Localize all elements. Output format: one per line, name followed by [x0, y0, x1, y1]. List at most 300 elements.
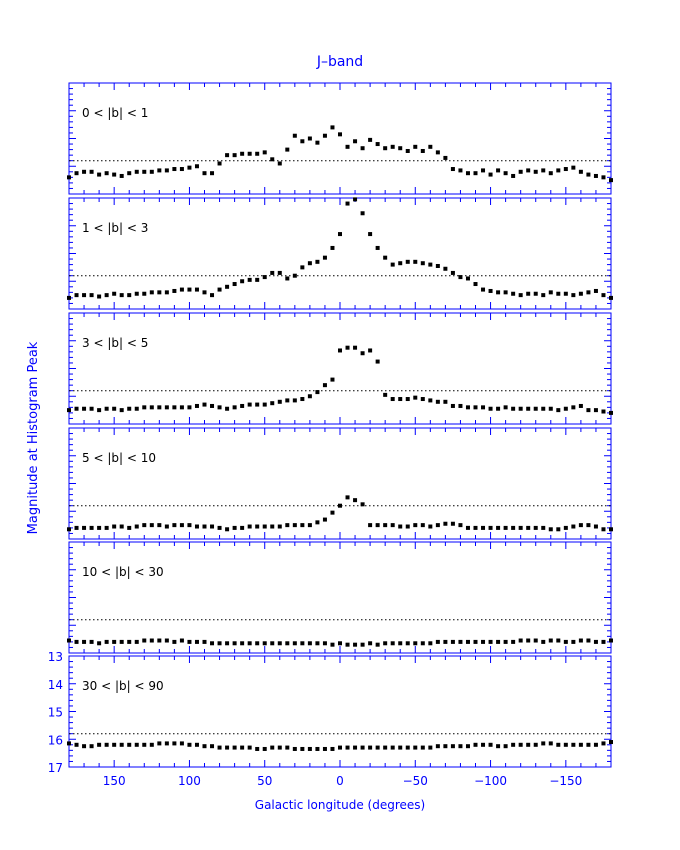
data-point	[383, 641, 387, 645]
data-point	[315, 141, 319, 145]
y-tick-label: 16	[47, 733, 63, 748]
data-point	[564, 743, 568, 747]
data-point	[218, 161, 222, 165]
data-point	[97, 408, 101, 412]
data-point	[421, 149, 425, 153]
data-point	[609, 296, 613, 300]
data-point	[413, 260, 417, 264]
data-point	[218, 526, 222, 530]
data-point	[353, 346, 357, 350]
data-point	[443, 640, 447, 644]
data-point	[466, 640, 470, 644]
data-point	[481, 526, 485, 530]
data-point	[338, 232, 342, 236]
data-point	[594, 289, 598, 293]
data-point	[579, 170, 583, 174]
data-point	[105, 640, 109, 644]
data-point	[428, 641, 432, 645]
data-point	[504, 744, 508, 748]
data-point	[150, 405, 154, 409]
data-point	[586, 173, 590, 177]
data-point	[225, 746, 229, 750]
data-point	[165, 405, 169, 409]
data-point	[353, 197, 357, 201]
data-point	[278, 271, 282, 275]
data-point	[195, 743, 199, 747]
data-point	[172, 640, 176, 644]
data-point	[225, 285, 229, 289]
data-point	[270, 401, 274, 405]
data-point	[218, 746, 222, 750]
data-point	[458, 640, 462, 644]
data-point	[601, 640, 605, 644]
data-point	[315, 520, 319, 524]
data-point	[127, 526, 131, 530]
data-point	[210, 171, 214, 175]
data-point	[338, 746, 342, 750]
data-point	[346, 495, 350, 499]
data-point	[519, 293, 523, 297]
data-point	[519, 639, 523, 643]
data-point	[315, 390, 319, 394]
data-point	[406, 149, 410, 153]
data-point	[526, 526, 530, 530]
data-point	[67, 296, 71, 300]
x-tick-label: −50	[402, 774, 428, 788]
data-point	[165, 168, 169, 172]
data-point	[406, 641, 410, 645]
data-point	[368, 641, 372, 645]
data-point	[601, 293, 605, 297]
panel-label: 3 < |b| < 5	[82, 336, 149, 350]
data-point	[556, 292, 560, 296]
data-point	[270, 641, 274, 645]
data-point	[120, 408, 124, 412]
data-point	[255, 278, 259, 282]
data-point	[218, 288, 222, 292]
data-point	[270, 271, 274, 275]
data-point	[240, 404, 244, 408]
data-point	[549, 741, 553, 745]
data-point	[474, 526, 478, 530]
data-point	[90, 293, 94, 297]
data-point	[436, 744, 440, 748]
panel-label: 1 < |b| < 3	[82, 221, 149, 235]
data-point	[172, 523, 176, 527]
data-point	[466, 276, 470, 280]
data-point	[556, 527, 560, 531]
data-point	[157, 168, 161, 172]
data-point	[157, 741, 161, 745]
data-point	[308, 523, 312, 527]
data-point	[330, 125, 334, 129]
data-point	[240, 746, 244, 750]
data-point	[75, 526, 79, 530]
data-point	[534, 526, 538, 530]
data-point	[353, 498, 357, 502]
data-point	[406, 260, 410, 264]
data-point	[436, 150, 440, 154]
data-point	[120, 174, 124, 178]
data-point	[526, 639, 530, 643]
data-point	[609, 178, 613, 182]
data-point	[105, 171, 109, 175]
data-point	[233, 405, 237, 409]
data-point	[601, 741, 605, 745]
data-point	[458, 168, 462, 172]
data-point	[135, 170, 139, 174]
data-point	[195, 164, 199, 168]
data-point	[75, 171, 79, 175]
data-point	[225, 641, 229, 645]
data-point	[398, 261, 402, 265]
data-point	[451, 522, 455, 526]
data-point	[609, 740, 613, 744]
x-axis-label: Galactic longitude (degrees)	[254, 798, 426, 812]
data-point	[474, 282, 478, 286]
data-point	[519, 170, 523, 174]
data-point	[526, 407, 530, 411]
data-point	[368, 232, 372, 236]
data-point	[285, 398, 289, 402]
data-point	[187, 523, 191, 527]
data-point	[541, 407, 545, 411]
data-point	[308, 747, 312, 751]
data-point	[285, 523, 289, 527]
data-point	[308, 261, 312, 265]
data-point	[203, 744, 207, 748]
data-point	[594, 743, 598, 747]
data-point	[376, 643, 380, 647]
data-point	[443, 522, 447, 526]
data-point	[270, 746, 274, 750]
data-point	[466, 171, 470, 175]
data-point	[436, 264, 440, 268]
data-point	[135, 407, 139, 411]
data-point	[315, 641, 319, 645]
data-point	[195, 525, 199, 529]
data-point	[315, 747, 319, 751]
y-tick-label: 13	[47, 650, 63, 664]
data-point	[421, 523, 425, 527]
data-point	[90, 170, 94, 174]
data-point	[556, 743, 560, 747]
data-point	[586, 743, 590, 747]
data-point	[203, 290, 207, 294]
data-point	[195, 640, 199, 644]
data-point	[556, 639, 560, 643]
data-point	[398, 397, 402, 401]
data-point	[534, 639, 538, 643]
data-point	[436, 640, 440, 644]
data-point	[541, 168, 545, 172]
data-point	[474, 171, 478, 175]
data-point	[293, 641, 297, 645]
data-point	[481, 288, 485, 292]
data-point	[601, 410, 605, 414]
data-point	[187, 640, 191, 644]
data-point	[549, 290, 553, 294]
data-point	[165, 741, 169, 745]
data-point	[526, 743, 530, 747]
data-point	[270, 525, 274, 529]
data-point	[481, 168, 485, 172]
data-point	[361, 502, 365, 506]
data-point	[391, 523, 395, 527]
data-point	[142, 639, 146, 643]
data-point	[391, 641, 395, 645]
data-point	[225, 527, 229, 531]
data-point	[564, 526, 568, 530]
data-point	[534, 743, 538, 747]
data-point	[210, 293, 214, 297]
data-point	[120, 525, 124, 529]
data-point	[67, 527, 71, 531]
data-point	[67, 408, 71, 412]
data-point	[376, 360, 380, 364]
data-point	[210, 641, 214, 645]
data-point	[413, 523, 417, 527]
data-point	[511, 640, 515, 644]
data-point	[481, 405, 485, 409]
data-point	[458, 275, 462, 279]
data-point	[504, 171, 508, 175]
data-point	[443, 744, 447, 748]
data-point	[293, 747, 297, 751]
data-point	[338, 504, 342, 508]
panels-group	[48, 83, 613, 788]
data-point	[225, 153, 229, 157]
data-point	[180, 639, 184, 643]
data-point	[549, 171, 553, 175]
y-tick-label: 14	[47, 677, 63, 692]
data-point	[180, 741, 184, 745]
data-point	[285, 641, 289, 645]
data-point	[150, 290, 154, 294]
data-point	[255, 641, 259, 645]
data-point	[180, 288, 184, 292]
data-point	[233, 282, 237, 286]
data-point	[511, 174, 515, 178]
panel-label: 0 < |b| < 1	[82, 106, 149, 120]
data-point	[541, 293, 545, 297]
data-point	[594, 640, 598, 644]
data-point	[112, 525, 116, 529]
data-point	[210, 744, 214, 748]
data-point	[496, 407, 500, 411]
data-point	[82, 640, 86, 644]
data-point	[376, 746, 380, 750]
data-point	[105, 293, 109, 297]
data-point	[451, 167, 455, 171]
data-point	[323, 383, 327, 387]
data-point	[240, 152, 244, 156]
data-point	[330, 246, 334, 250]
data-point	[203, 171, 207, 175]
data-point	[413, 396, 417, 400]
data-point	[195, 288, 199, 292]
data-point	[391, 746, 395, 750]
data-point	[428, 398, 432, 402]
data-point	[187, 743, 191, 747]
data-point	[361, 643, 365, 647]
x-tick-label: 0	[336, 774, 344, 788]
data-point	[150, 743, 154, 747]
data-point	[82, 170, 86, 174]
data-point	[255, 152, 259, 156]
data-point	[135, 640, 139, 644]
data-point	[323, 747, 327, 751]
data-point	[97, 743, 101, 747]
data-point	[579, 743, 583, 747]
data-point	[451, 640, 455, 644]
data-point	[82, 407, 86, 411]
x-tick-label: −150	[549, 774, 583, 788]
data-point	[187, 405, 191, 409]
data-point	[97, 526, 101, 530]
data-point	[361, 746, 365, 750]
data-point	[564, 407, 568, 411]
data-point	[481, 640, 485, 644]
data-point	[361, 146, 365, 150]
data-point	[263, 747, 267, 751]
data-point	[112, 292, 116, 296]
data-point	[248, 641, 252, 645]
data-point	[225, 407, 229, 411]
data-point	[519, 526, 523, 530]
data-point	[571, 166, 575, 170]
data-point	[278, 746, 282, 750]
data-point	[112, 173, 116, 177]
data-point	[474, 743, 478, 747]
data-point	[541, 741, 545, 745]
data-point	[594, 174, 598, 178]
data-point	[330, 747, 334, 751]
data-point	[556, 168, 560, 172]
data-point	[90, 526, 94, 530]
data-point	[105, 526, 109, 530]
data-point	[406, 397, 410, 401]
data-point	[571, 525, 575, 529]
data-point	[504, 640, 508, 644]
data-point	[127, 293, 131, 297]
data-point	[391, 263, 395, 267]
data-point	[308, 641, 312, 645]
data-point	[489, 526, 493, 530]
data-point	[398, 641, 402, 645]
data-point	[346, 145, 350, 149]
data-point	[112, 640, 116, 644]
data-point	[180, 523, 184, 527]
data-point	[526, 168, 530, 172]
data-point	[428, 263, 432, 267]
data-point	[368, 138, 372, 142]
panel-frame	[69, 428, 611, 539]
data-point	[376, 142, 380, 146]
data-point	[458, 523, 462, 527]
data-point	[489, 289, 493, 293]
data-point	[142, 405, 146, 409]
data-point	[248, 746, 252, 750]
data-point	[519, 743, 523, 747]
data-point	[105, 407, 109, 411]
data-point	[428, 145, 432, 149]
data-point	[398, 146, 402, 150]
data-point	[338, 132, 342, 136]
data-point	[383, 746, 387, 750]
data-point	[368, 348, 372, 352]
data-point	[586, 523, 590, 527]
data-point	[391, 397, 395, 401]
data-point	[579, 639, 583, 643]
data-point	[534, 407, 538, 411]
y-tick-label: 15	[47, 705, 63, 720]
data-point	[579, 404, 583, 408]
data-point	[180, 405, 184, 409]
data-point	[285, 746, 289, 750]
data-point	[353, 643, 357, 647]
data-point	[571, 293, 575, 297]
data-point	[203, 525, 207, 529]
data-point	[150, 639, 154, 643]
data-point	[413, 746, 417, 750]
data-point	[481, 743, 485, 747]
data-point	[330, 378, 334, 382]
data-point	[504, 526, 508, 530]
data-point	[534, 170, 538, 174]
data-point	[428, 746, 432, 750]
data-point	[511, 407, 515, 411]
data-point	[75, 743, 79, 747]
data-point	[474, 640, 478, 644]
data-point	[97, 641, 101, 645]
data-point	[338, 348, 342, 352]
data-point	[601, 175, 605, 179]
data-point	[391, 145, 395, 149]
data-point	[285, 148, 289, 152]
data-point	[489, 407, 493, 411]
data-point	[300, 641, 304, 645]
data-point	[270, 157, 274, 161]
data-point	[203, 403, 207, 407]
data-point	[323, 518, 327, 522]
data-point	[421, 641, 425, 645]
data-point	[165, 525, 169, 529]
data-point	[571, 405, 575, 409]
data-point	[571, 640, 575, 644]
data-point	[383, 146, 387, 150]
data-point	[323, 256, 327, 260]
data-point	[187, 166, 191, 170]
panel-frame	[69, 542, 611, 653]
data-point	[263, 403, 267, 407]
data-point	[579, 523, 583, 527]
data-point	[240, 526, 244, 530]
data-point	[451, 744, 455, 748]
data-point	[97, 295, 101, 299]
data-point	[67, 741, 71, 745]
data-point	[142, 523, 146, 527]
data-point	[248, 278, 252, 282]
data-point	[172, 167, 176, 171]
data-point	[240, 279, 244, 283]
data-point	[180, 167, 184, 171]
data-point	[549, 527, 553, 531]
data-point	[398, 525, 402, 529]
data-point	[67, 175, 71, 179]
data-point	[127, 407, 131, 411]
data-point	[263, 275, 267, 279]
